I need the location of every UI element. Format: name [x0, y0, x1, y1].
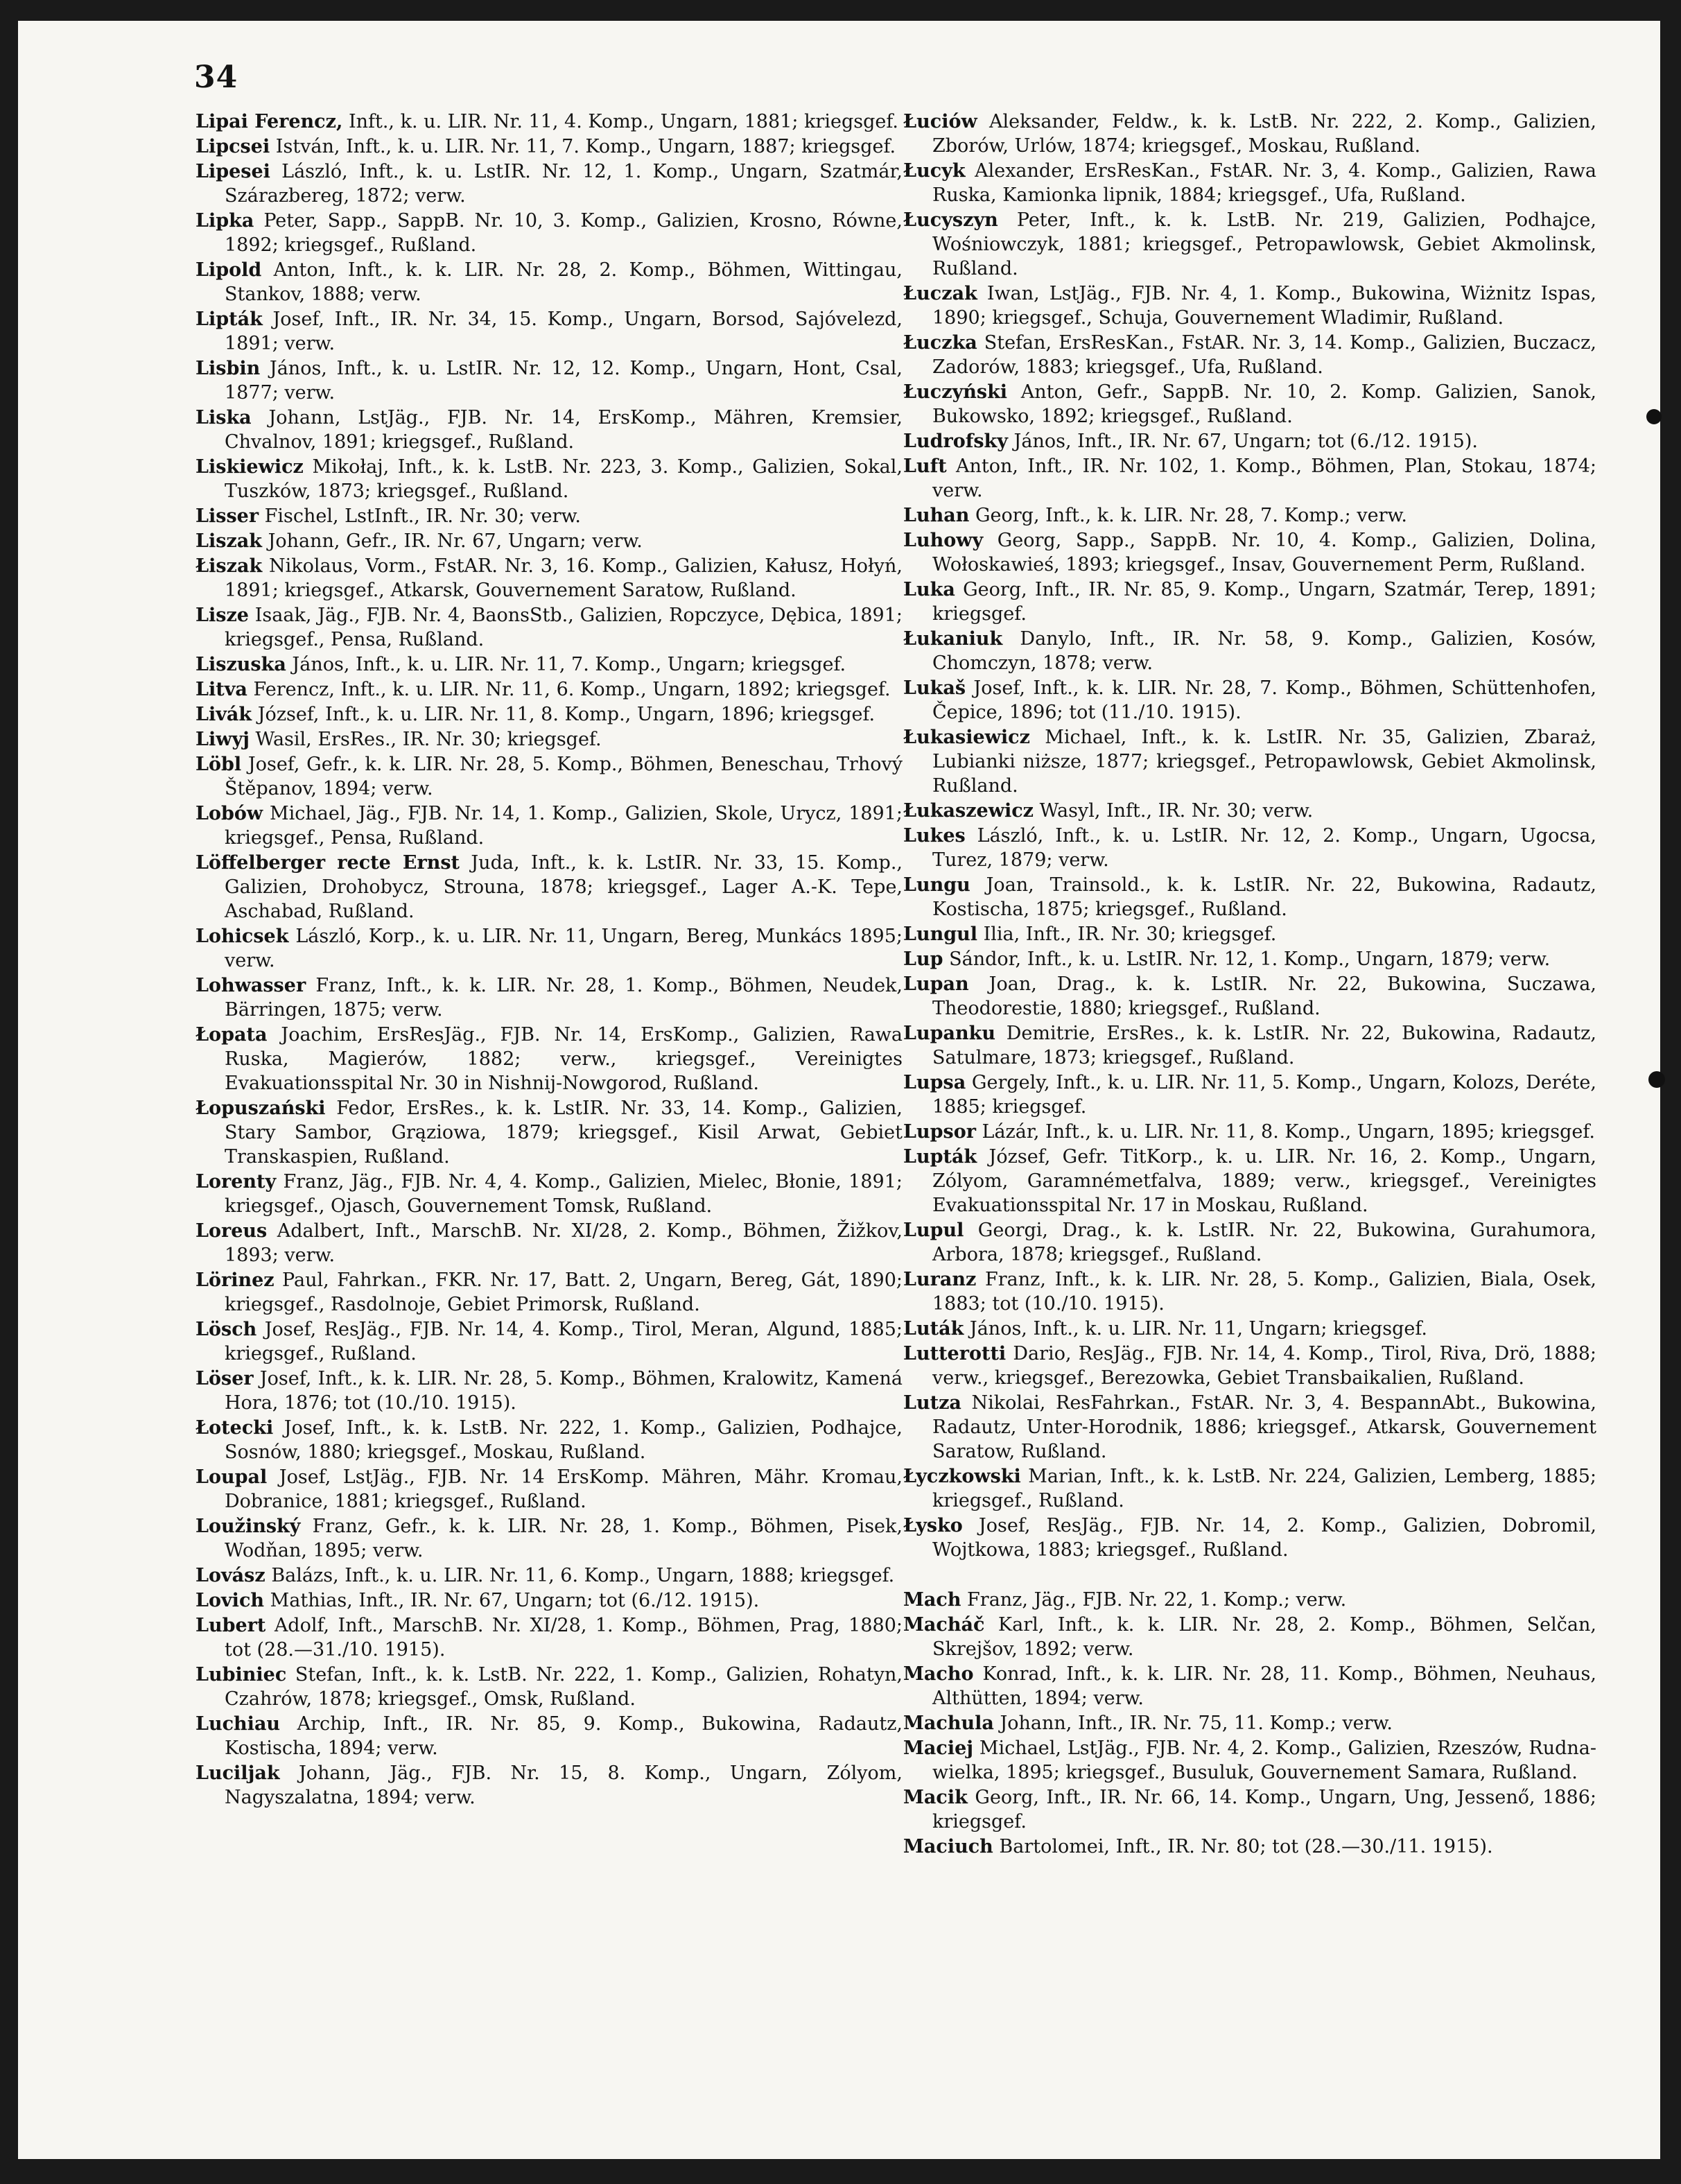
entry-surname: Lupták	[903, 1146, 977, 1168]
register-entry	[195, 851, 903, 924]
entry-surname: Lösch	[195, 1319, 257, 1340]
entry-surname: Lupsa	[903, 1072, 966, 1093]
right-column	[903, 110, 1596, 1860]
entry-details: Nikolai, ResFahrkan., FstAR. Nr. 3, 4. BespannAbt., Bukowina, Radautz, Unter-Horodnik, 1886; kriegsgef., Atkarsk, Gouvernement Saratow, Rußland.	[932, 1392, 1596, 1462]
entry-details: Johann, Gefr., IR. Nr. 67, Ungarn; verw.	[268, 530, 643, 552]
register-entry	[195, 1712, 903, 1760]
entry-surname: Łukaniuk	[903, 628, 1003, 650]
entry-details: Michael, Inft., k. k. LstIR. Nr. 35, Galizien, Zbaraż, Lubianki niższe, 1877; kriegsgef., Petropawlowsk, Gebiet Akmolinsk, Rußland.	[932, 727, 1596, 797]
entry-details: Nikolaus, Vorm., FstAR. Nr. 3, 16. Komp., Galizien, Kałusz, Hołyń, 1891; kriegsgef., Atkarsk, Gouvernement Saratow, Rußland.	[225, 555, 903, 601]
register-entry	[903, 676, 1596, 725]
left-column	[195, 110, 903, 1810]
register-entry	[903, 578, 1596, 626]
entry-details: Franz, Inft., k. k. LIR. Nr. 28, 5. Komp., Galizien, Biala, Osek, 1883; tot (10./10. 1915).	[932, 1269, 1596, 1315]
entry-surname: Lovász	[195, 1565, 265, 1586]
entry-surname: Luhowy	[903, 530, 984, 551]
entry-surname: Łiszak	[195, 555, 263, 577]
entry-surname: Lukaš	[903, 677, 966, 699]
page-number: 34	[194, 60, 238, 95]
entry-surname: Łucyk	[903, 160, 966, 182]
register-entry	[195, 307, 903, 356]
entry-details: Johann, Jäg., FJB. Nr. 15, 8. Komp., Ungarn, Zólyom, Nagyszalatna, 1894; verw.	[225, 1762, 903, 1808]
register-entry	[903, 528, 1596, 577]
register-entry	[903, 1267, 1596, 1316]
entry-surname: Lungu	[903, 874, 970, 896]
entry-surname: Lohwasser	[195, 975, 306, 996]
entry-details: Aleksander, Feldw., k. k. LstB. Nr. 222, 2. Komp., Galizien, Zborów, Urlów, 1874; kriegsgef., Moskau, Rußland.	[932, 111, 1596, 157]
entry-surname: Luranz	[903, 1269, 977, 1290]
entry-surname: Lipcsei	[195, 136, 270, 157]
register-entry	[903, 947, 1596, 971]
entry-surname: Łuczka	[903, 332, 977, 354]
entry-surname: Livák	[195, 704, 252, 725]
entry-surname: Lutza	[903, 1392, 961, 1414]
register-entry	[195, 135, 903, 159]
entry-details: Mathias, Inft., IR. Nr. 67, Ungarn; tot (6./12. 1915).	[270, 1590, 760, 1611]
entry-surname: Liwyj	[195, 729, 250, 750]
entry-details: Inft., k. u. LIR. Nr. 11, 4. Komp., Ungarn, 1881; kriegsgef.	[348, 111, 898, 132]
register-entry	[195, 1096, 903, 1169]
register-entry	[195, 702, 903, 727]
entry-details: János, Inft., k. u. LIR. Nr. 11, 7. Komp., Ungarn; kriegsgef.	[292, 654, 846, 675]
register-entry	[195, 1367, 903, 1415]
entry-details: Georg, Sapp., SappB. Nr. 10, 4. Komp., Galizien, Dolina, Wołoskawieś, 1893; kriegsgef., Insav, Gouvernement Perm, Rußland.	[932, 530, 1596, 575]
entry-surname: Lohicsek	[195, 926, 289, 947]
entry-surname: Łukaszewicz	[903, 800, 1034, 822]
entry-details: Dario, ResJäg., FJB. Nr. 14, 4. Komp., Tirol, Riva, Drö, 1888; verw., kriegsgef., Berezowka, Gebiet Transbaikalien, Rußland.	[932, 1343, 1596, 1389]
entry-details: Isaak, Jäg., FJB. Nr. 4, BaonsStb., Galizien, Ropczyce, Dębica, 1891; kriegsgef., Pensa, Rußland.	[225, 605, 903, 650]
register-entry	[903, 1317, 1596, 1341]
entry-surname: Lipták	[195, 309, 263, 330]
entry-surname: Maciuch	[903, 1836, 993, 1857]
register-entry	[195, 924, 903, 973]
entry-details: Josef, Inft., k. k. LstB. Nr. 222, 1. Komp., Galizien, Podhajce, Sosnów, 1880; kriegsgef., Moskau, Rußland.	[225, 1417, 903, 1463]
register-entry	[195, 973, 903, 1022]
register-entry	[195, 159, 903, 208]
register-entry	[195, 504, 903, 528]
entry-surname: Macik	[903, 1787, 968, 1808]
register-entry	[195, 1416, 903, 1464]
entry-details: Josef, LstJäg., FJB. Nr. 14 ErsKomp. Mähren, Mähr. Kromau, Dobranice, 1881; kriegsgef., Rußland.	[225, 1466, 903, 1512]
register-entry	[195, 1514, 903, 1563]
register-entry	[903, 1785, 1596, 1834]
register-entry	[195, 1563, 903, 1588]
register-entry	[903, 972, 1596, 1021]
entry-details: Juda, Inft., k. k. LstIR. Nr. 33, 15. Komp., Galizien, Drohobycz, Strouna, 1878; kriegsgef., Lager A.-K. Tepe, Aschabad, Rußland.	[225, 852, 903, 922]
entry-surname: Łyczkowski	[903, 1466, 1021, 1487]
entry-details: Josef, Inft., k. k. LIR. Nr. 28, 5. Komp., Böhmen, Kralowitz, Kamená Hora, 1876; tot (10./10. 1915).	[225, 1368, 903, 1414]
entry-details: István, Inft., k. u. LIR. Nr. 11, 7. Komp., Ungarn, 1887; kriegsgef.	[275, 136, 896, 157]
entry-details: Franz, Gefr., k. k. LIR. Nr. 28, 1. Komp., Böhmen, Pisek, Wodňan, 1895; verw.	[225, 1516, 903, 1561]
register-entry	[903, 1021, 1596, 1070]
entry-details: Alexander, ErsResKan., FstAR. Nr. 3, 4. Komp., Galizien, Rawa Ruska, Kamionka lipnik, 1884; kriegsgef., Ufa, Rußland.	[932, 160, 1596, 206]
entry-surname: Lupanku	[903, 1023, 995, 1044]
entry-surname: Lutterotti	[903, 1343, 1007, 1364]
entry-surname: Luták	[903, 1318, 964, 1340]
entry-surname: Lorenty	[195, 1171, 277, 1193]
entry-details: Josef, Inft., IR. Nr. 34, 15. Komp., Ungarn, Borsod, Sajóvelezd, 1891; verw.	[225, 309, 903, 354]
entry-surname: Luhan	[903, 505, 970, 526]
entry-details: Josef, Gefr., k. k. LIR. Nr. 28, 5. Komp., Böhmen, Beneschau, Trhový Štěpanov, 1894; verw.	[225, 754, 903, 799]
register-entry	[195, 356, 903, 405]
entry-surname: Lipesei	[195, 161, 270, 182]
register-entry	[903, 281, 1596, 330]
scan-border-top	[0, 0, 1681, 21]
register-entry	[903, 627, 1596, 675]
register-entry	[903, 1120, 1596, 1144]
register-entry	[903, 1711, 1596, 1735]
entry-surname: Loreus	[195, 1220, 268, 1242]
entry-details: Joan, Drag., k. k. LstIR. Nr. 22, Bukowina, Suczawa, Theodorestie, 1880; kriegsgef., Rußland.	[932, 973, 1596, 1019]
register-entry	[195, 652, 903, 677]
entry-surname: Lipold	[195, 259, 262, 281]
entry-surname: Lörinez	[195, 1269, 275, 1291]
entry-surname: Lobów	[195, 803, 263, 824]
entry-surname: Łuczak	[903, 283, 977, 304]
register-entry	[195, 110, 903, 134]
register-entry	[903, 331, 1596, 379]
register-entry	[195, 801, 903, 850]
entry-details: Georgi, Drag., k. k. LstIR. Nr. 22, Bukowina, Gurahumora, Arbora, 1878; kriegsgef., Rußland.	[932, 1220, 1596, 1265]
entry-details: Georg, Inft., IR. Nr. 66, 14. Komp., Ungarn, Ung, Jessenő, 1886; kriegsgef.	[932, 1787, 1596, 1832]
entry-details: Gergely, Inft., k. u. LIR. Nr. 11, 5. Komp., Ungarn, Kolozs, Deréte, 1885; kriegsgef.	[932, 1072, 1596, 1118]
entry-surname: Lisbin	[195, 358, 261, 379]
register-entry	[195, 1317, 903, 1366]
punch-hole-mark	[1646, 409, 1662, 424]
entry-details: Balázs, Inft., k. u. LIR. Nr. 11, 6. Komp., Ungarn, 1888; kriegsgef.	[271, 1565, 895, 1586]
entry-details: László, Inft., k. u. LstIR. Nr. 12, 1. Komp., Ungarn, Szatmár, Szárazbereg, 1872; verw.	[225, 161, 903, 207]
register-entry	[903, 110, 1596, 158]
register-entry	[903, 824, 1596, 872]
entry-surname: Luka	[903, 579, 955, 600]
entry-details: Iwan, LstJäg., FJB. Nr. 4, 1. Komp., Bukowina, Wiżnitz Ispas, 1890; kriegsgef., Schuja, Gouvernement Wladimir, Rußland.	[932, 283, 1596, 329]
entry-details: Wasil, ErsRes., IR. Nr. 30; kriegsgef.	[255, 729, 602, 750]
entry-surname: Łotecki	[195, 1417, 274, 1439]
entry-details: Stefan, Inft., k. k. LstB. Nr. 222, 1. Komp., Galizien, Rohatyn, Czahrów, 1878; kriegsgef., Omsk, Rußland.	[225, 1664, 903, 1710]
register-entry	[903, 1464, 1596, 1513]
register-entry	[903, 725, 1596, 798]
entry-details: Joachim, ErsResJäg., FJB. Nr. 14, ErsKomp., Galizien, Rawa Ruska, Magierów, 1882; verw., kriegsgef., Vereinigtes Evakuationsspital Nr. 30 in Nishnij-Nowgorod, Rußland.	[225, 1024, 903, 1094]
entry-details: Konrad, Inft., k. k. LIR. Nr. 28, 11. Komp., Böhmen, Neuhaus, Althütten, 1894; verw.	[932, 1663, 1596, 1709]
register-entry	[195, 603, 903, 652]
entry-details: Peter, Sapp., SappB. Nr. 10, 3. Komp., Galizien, Krosno, Równe, 1892; kriegsgef., Rußland.	[225, 210, 903, 256]
entry-surname: Łuczyński	[903, 381, 1008, 403]
entry-surname: Lungul	[903, 924, 978, 945]
entry-details: Josef, Inft., k. k. LIR. Nr. 28, 7. Komp., Böhmen, Schüttenhofen, Čepice, 1896; tot (11./10. 1915).	[932, 677, 1596, 723]
register-entry	[903, 922, 1596, 946]
entry-surname: Maciej	[903, 1737, 974, 1759]
entry-details: József, Inft., k. u. LIR. Nr. 11, 8. Komp., Ungarn, 1896; kriegsgef.	[257, 704, 876, 725]
entry-details: Fedor, ErsRes., k. k. LstIR. Nr. 33, 14. Komp., Galizien, Stary Sambor, Grąziowa, 1879; kriegsgef., Kisil Arwat, Gebiet Transkaspien, Rußland.	[225, 1098, 903, 1168]
entry-surname: Lipka	[195, 210, 254, 232]
register-entry	[195, 1588, 903, 1613]
entry-surname: Liskiewicz	[195, 456, 304, 478]
entry-surname: Machula	[903, 1713, 994, 1734]
entry-details: László, Inft., k. u. LstIR. Nr. 12, 2. Komp., Ungarn, Ugocsa, Turez, 1879; verw.	[932, 825, 1596, 871]
entry-details: László, Korp., k. u. LIR. Nr. 11, Ungarn, Bereg, Munkács 1895; verw.	[225, 926, 903, 971]
entry-surname: Łopuszański	[195, 1098, 326, 1119]
entry-surname: Löbl	[195, 754, 242, 775]
entry-details: Mikołaj, Inft., k. k. LstB. Nr. 223, 3. Komp., Galizien, Sokal, Tuszków, 1873; kriegsgef., Rußland.	[225, 456, 903, 502]
entry-surname: Łopata	[195, 1024, 268, 1046]
entry-surname: Lupul	[903, 1220, 964, 1241]
entry-surname: Loupal	[195, 1466, 268, 1488]
punch-hole-mark	[1648, 1071, 1665, 1088]
entry-surname: Löffelberger recte Ernst	[195, 852, 460, 874]
scan-border-left	[0, 0, 18, 2184]
entry-surname: Łucyszyn	[903, 209, 998, 231]
register-entry	[195, 1761, 903, 1810]
register-entry	[195, 209, 903, 257]
register-entry	[903, 503, 1596, 528]
entry-surname: Lipai Ferencz,	[195, 111, 343, 132]
register-entry	[195, 1170, 903, 1218]
register-entry	[195, 455, 903, 503]
entry-surname: Lovich	[195, 1590, 265, 1611]
entry-details: Ilia, Inft., IR. Nr. 30; kriegsgef.	[983, 924, 1277, 945]
entry-details: Lázár, Inft., k. u. LIR. Nr. 11, 8. Komp., Ungarn, 1895; kriegsgef.	[982, 1121, 1596, 1143]
entry-details: Franz, Jäg., FJB. Nr. 22, 1. Komp.; verw.	[967, 1589, 1347, 1611]
register-entry	[195, 752, 903, 801]
register-entry	[903, 1145, 1596, 1217]
entry-surname: Łuciów	[903, 111, 977, 132]
register-entry	[903, 1835, 1596, 1859]
register-entry	[903, 799, 1596, 823]
entry-details: Johann, LstJäg., FJB. Nr. 14, ErsKomp., Mähren, Kremsier, Chvalnov, 1891; kriegsgef., Rußland.	[225, 407, 903, 453]
entry-details: Anton, Gefr., SappB. Nr. 10, 2. Komp. Galizien, Sanok, Bukowsko, 1892; kriegsgef., Rußland.	[932, 381, 1596, 427]
entry-details: József, Gefr. TitKorp., k. u. LIR. Nr. 16, 2. Komp., Ungarn, Zólyom, Garamnémetfalva, 1889; verw., kriegsgef., Vereinigtes Evakuationsspital Nr. 17 in Moskau, Rußland.	[932, 1146, 1596, 1216]
entry-details: Sándor, Inft., k. u. LstIR. Nr. 12, 1. Komp., Ungarn, 1879; verw.	[949, 948, 1551, 970]
entry-details: Peter, Inft., k. k. LstB. Nr. 219, Galizien, Podhajce, Wośniowczyk, 1881; kriegsgef., Petropawlowsk, Gebiet Akmolinsk, Rußland.	[932, 209, 1596, 279]
entry-surname: Luchiau	[195, 1713, 281, 1735]
register-entry	[903, 159, 1596, 207]
entry-details: Bartolomei, Inft., IR. Nr. 80; tot (28.—30./11. 1915).	[999, 1836, 1493, 1857]
register-entry	[903, 1342, 1596, 1390]
entry-surname: Lup	[903, 948, 943, 970]
entry-details: Josef, ResJäg., FJB. Nr. 14, 4. Komp., Tirol, Meran, Algund, 1885; kriegsgef., Rußland.	[225, 1319, 903, 1364]
scan-border-bottom	[0, 2159, 1681, 2184]
entry-details: Wasyl, Inft., IR. Nr. 30; verw.	[1039, 800, 1314, 822]
entry-details: Georg, Inft., k. k. LIR. Nr. 28, 7. Komp.; verw.	[975, 505, 1407, 526]
register-entry	[903, 873, 1596, 921]
register-entry	[903, 1613, 1596, 1661]
entry-details: Anton, Inft., k. k. LIR. Nr. 28, 2. Komp., Böhmen, Wittingau, Stankov, 1888; verw.	[225, 259, 903, 305]
register-entry	[195, 554, 903, 603]
entry-details: Georg, Inft., IR. Nr. 85, 9. Komp., Ungarn, Szatmár, Terep, 1891; kriegsgef.	[932, 579, 1596, 625]
entry-surname: Litva	[195, 679, 247, 700]
entry-details: Demitrie, ErsRes., k. k. LstIR. Nr. 22, Bukowina, Radautz, Satulmare, 1873; kriegsgef., Rußland.	[932, 1023, 1596, 1068]
register-entry	[903, 1391, 1596, 1464]
section-gap	[903, 1563, 1596, 1588]
register-entry	[903, 454, 1596, 503]
entry-details: Fischel, LstInft., IR. Nr. 30; verw.	[264, 505, 581, 527]
entry-details: Marian, Inft., k. k. LstB. Nr. 224, Galizien, Lemberg, 1885; kriegsgef., Rußland.	[932, 1466, 1596, 1511]
entry-surname: Löser	[195, 1368, 254, 1389]
register-entry	[903, 1662, 1596, 1710]
entry-details: János, Inft., IR. Nr. 67, Ungarn; tot (6./12. 1915).	[1013, 431, 1478, 452]
register-entry	[903, 380, 1596, 428]
register-entry	[195, 727, 903, 752]
entry-details: Adalbert, Inft., MarschB. Nr. XI/28, 2. Komp., Böhmen, Žižkov, 1893; verw.	[225, 1220, 903, 1266]
entry-details: János, Inft., k. u. LIR. Nr. 11, Ungarn; kriegsgef.	[969, 1318, 1427, 1340]
entry-details: János, Inft., k. u. LstIR. Nr. 12, 12. Komp., Ungarn, Hont, Csal, 1877; verw.	[225, 358, 903, 404]
scan-border-right	[1660, 0, 1681, 2184]
register-entry	[195, 1219, 903, 1267]
register-entry	[195, 677, 903, 702]
register-entry	[903, 1071, 1596, 1119]
register-entry	[903, 1514, 1596, 1562]
entry-details: Adolf, Inft., MarschB. Nr. XI/28, 1. Komp., Böhmen, Prag, 1880; tot (28.—31./10. 1915).	[225, 1615, 903, 1661]
register-entry	[903, 1588, 1596, 1612]
entry-surname: Lisser	[195, 505, 259, 527]
entry-details: Johann, Inft., IR. Nr. 75, 11. Komp.; verw.	[1000, 1713, 1393, 1734]
entry-surname: Liska	[195, 407, 252, 428]
register-entry	[195, 258, 903, 306]
register-entry	[903, 1736, 1596, 1785]
entry-surname: Lupan	[903, 973, 969, 995]
entry-surname: Lisze	[195, 605, 249, 626]
entry-surname: Macho	[903, 1663, 974, 1685]
entry-surname: Ludrofsky	[903, 431, 1008, 452]
entry-surname: Luciljak	[195, 1762, 280, 1784]
entry-surname: Liszuska	[195, 654, 286, 675]
entry-details: Michael, LstJäg., FJB. Nr. 4, 2. Komp., Galizien, Rzeszów, Rudna-wielka, 1895; kriegsgef., Busuluk, Gouvernement Samara, Rußland.	[932, 1737, 1596, 1783]
entry-surname: Lukes	[903, 825, 966, 847]
register-entry	[195, 1465, 903, 1514]
register-entry	[195, 1663, 903, 1711]
register-entry	[903, 208, 1596, 281]
entry-surname: Lupsor	[903, 1121, 976, 1143]
entry-details: Joan, Trainsold., k. k. LstIR. Nr. 22, Bukowina, Radautz, Kostischa, 1875; kriegsgef., Rußland.	[932, 874, 1596, 920]
entry-details: Paul, Fahrkan., FKR. Nr. 17, Batt. 2, Ungarn, Bereg, Gát, 1890; kriegsgef., Rasdolnoje, Gebiet Primorsk, Rußland.	[225, 1269, 903, 1315]
entry-details: Archip, Inft., IR. Nr. 85, 9. Komp., Bukowina, Radautz, Kostischa, 1894; verw.	[225, 1713, 903, 1759]
entry-details: Michael, Jäg., FJB. Nr. 14, 1. Komp., Galizien, Skole, Urycz, 1891; kriegsgef., Pensa, Rußland.	[225, 803, 903, 849]
entry-surname: Łysko	[903, 1515, 963, 1536]
entry-details: Anton, Inft., IR. Nr. 102, 1. Komp., Böhmen, Plan, Stokau, 1874; verw.	[932, 456, 1596, 501]
entry-details: Franz, Jäg., FJB. Nr. 4, 4. Komp., Galizien, Mielec, Błonie, 1891; kriegsgef., Ojasch, Gouvernement Tomsk, Rußland.	[225, 1171, 903, 1217]
entry-details: Stefan, ErsResKan., FstAR. Nr. 3, 14. Komp., Galizien, Buczacz, Zadorów, 1883; kriegsgef., Ufa, Rußland.	[932, 332, 1596, 378]
register-entry	[195, 406, 903, 454]
register-entry	[195, 529, 903, 553]
register-entry	[903, 1218, 1596, 1267]
entry-surname: Macháč	[903, 1614, 985, 1636]
entry-surname: Luft	[903, 456, 947, 477]
entry-details: Danylo, Inft., IR. Nr. 58, 9. Komp., Galizien, Kosów, Chomczyn, 1878; verw.	[932, 628, 1596, 674]
register-entry	[195, 1023, 903, 1095]
entry-details: Josef, ResJäg., FJB. Nr. 14, 2. Komp., Galizien, Dobromil, Wojtkowa, 1883; kriegsgef., Rußland.	[932, 1515, 1596, 1561]
entry-details: Ferencz, Inft., k. u. LIR. Nr. 11, 6. Komp., Ungarn, 1892; kriegsgef.	[253, 679, 891, 700]
entry-details: Franz, Inft., k. k. LIR. Nr. 28, 1. Komp., Böhmen, Neudek, Bärringen, 1875; verw.	[225, 975, 903, 1021]
entry-surname: Lubiniec	[195, 1664, 287, 1685]
entry-surname: Łukasiewicz	[903, 727, 1030, 748]
entry-surname: Loužinský	[195, 1516, 301, 1537]
register-entry	[195, 1268, 903, 1317]
entry-surname: Liszak	[195, 530, 262, 552]
entry-surname: Lubert	[195, 1615, 266, 1636]
entry-details: Karl, Inft., k. k. LIR. Nr. 28, 2. Komp., Böhmen, Selčan, Skrejšov, 1892; verw.	[932, 1614, 1596, 1660]
register-entry	[195, 1613, 903, 1662]
entry-surname: Mach	[903, 1589, 961, 1611]
register-entry	[903, 429, 1596, 453]
